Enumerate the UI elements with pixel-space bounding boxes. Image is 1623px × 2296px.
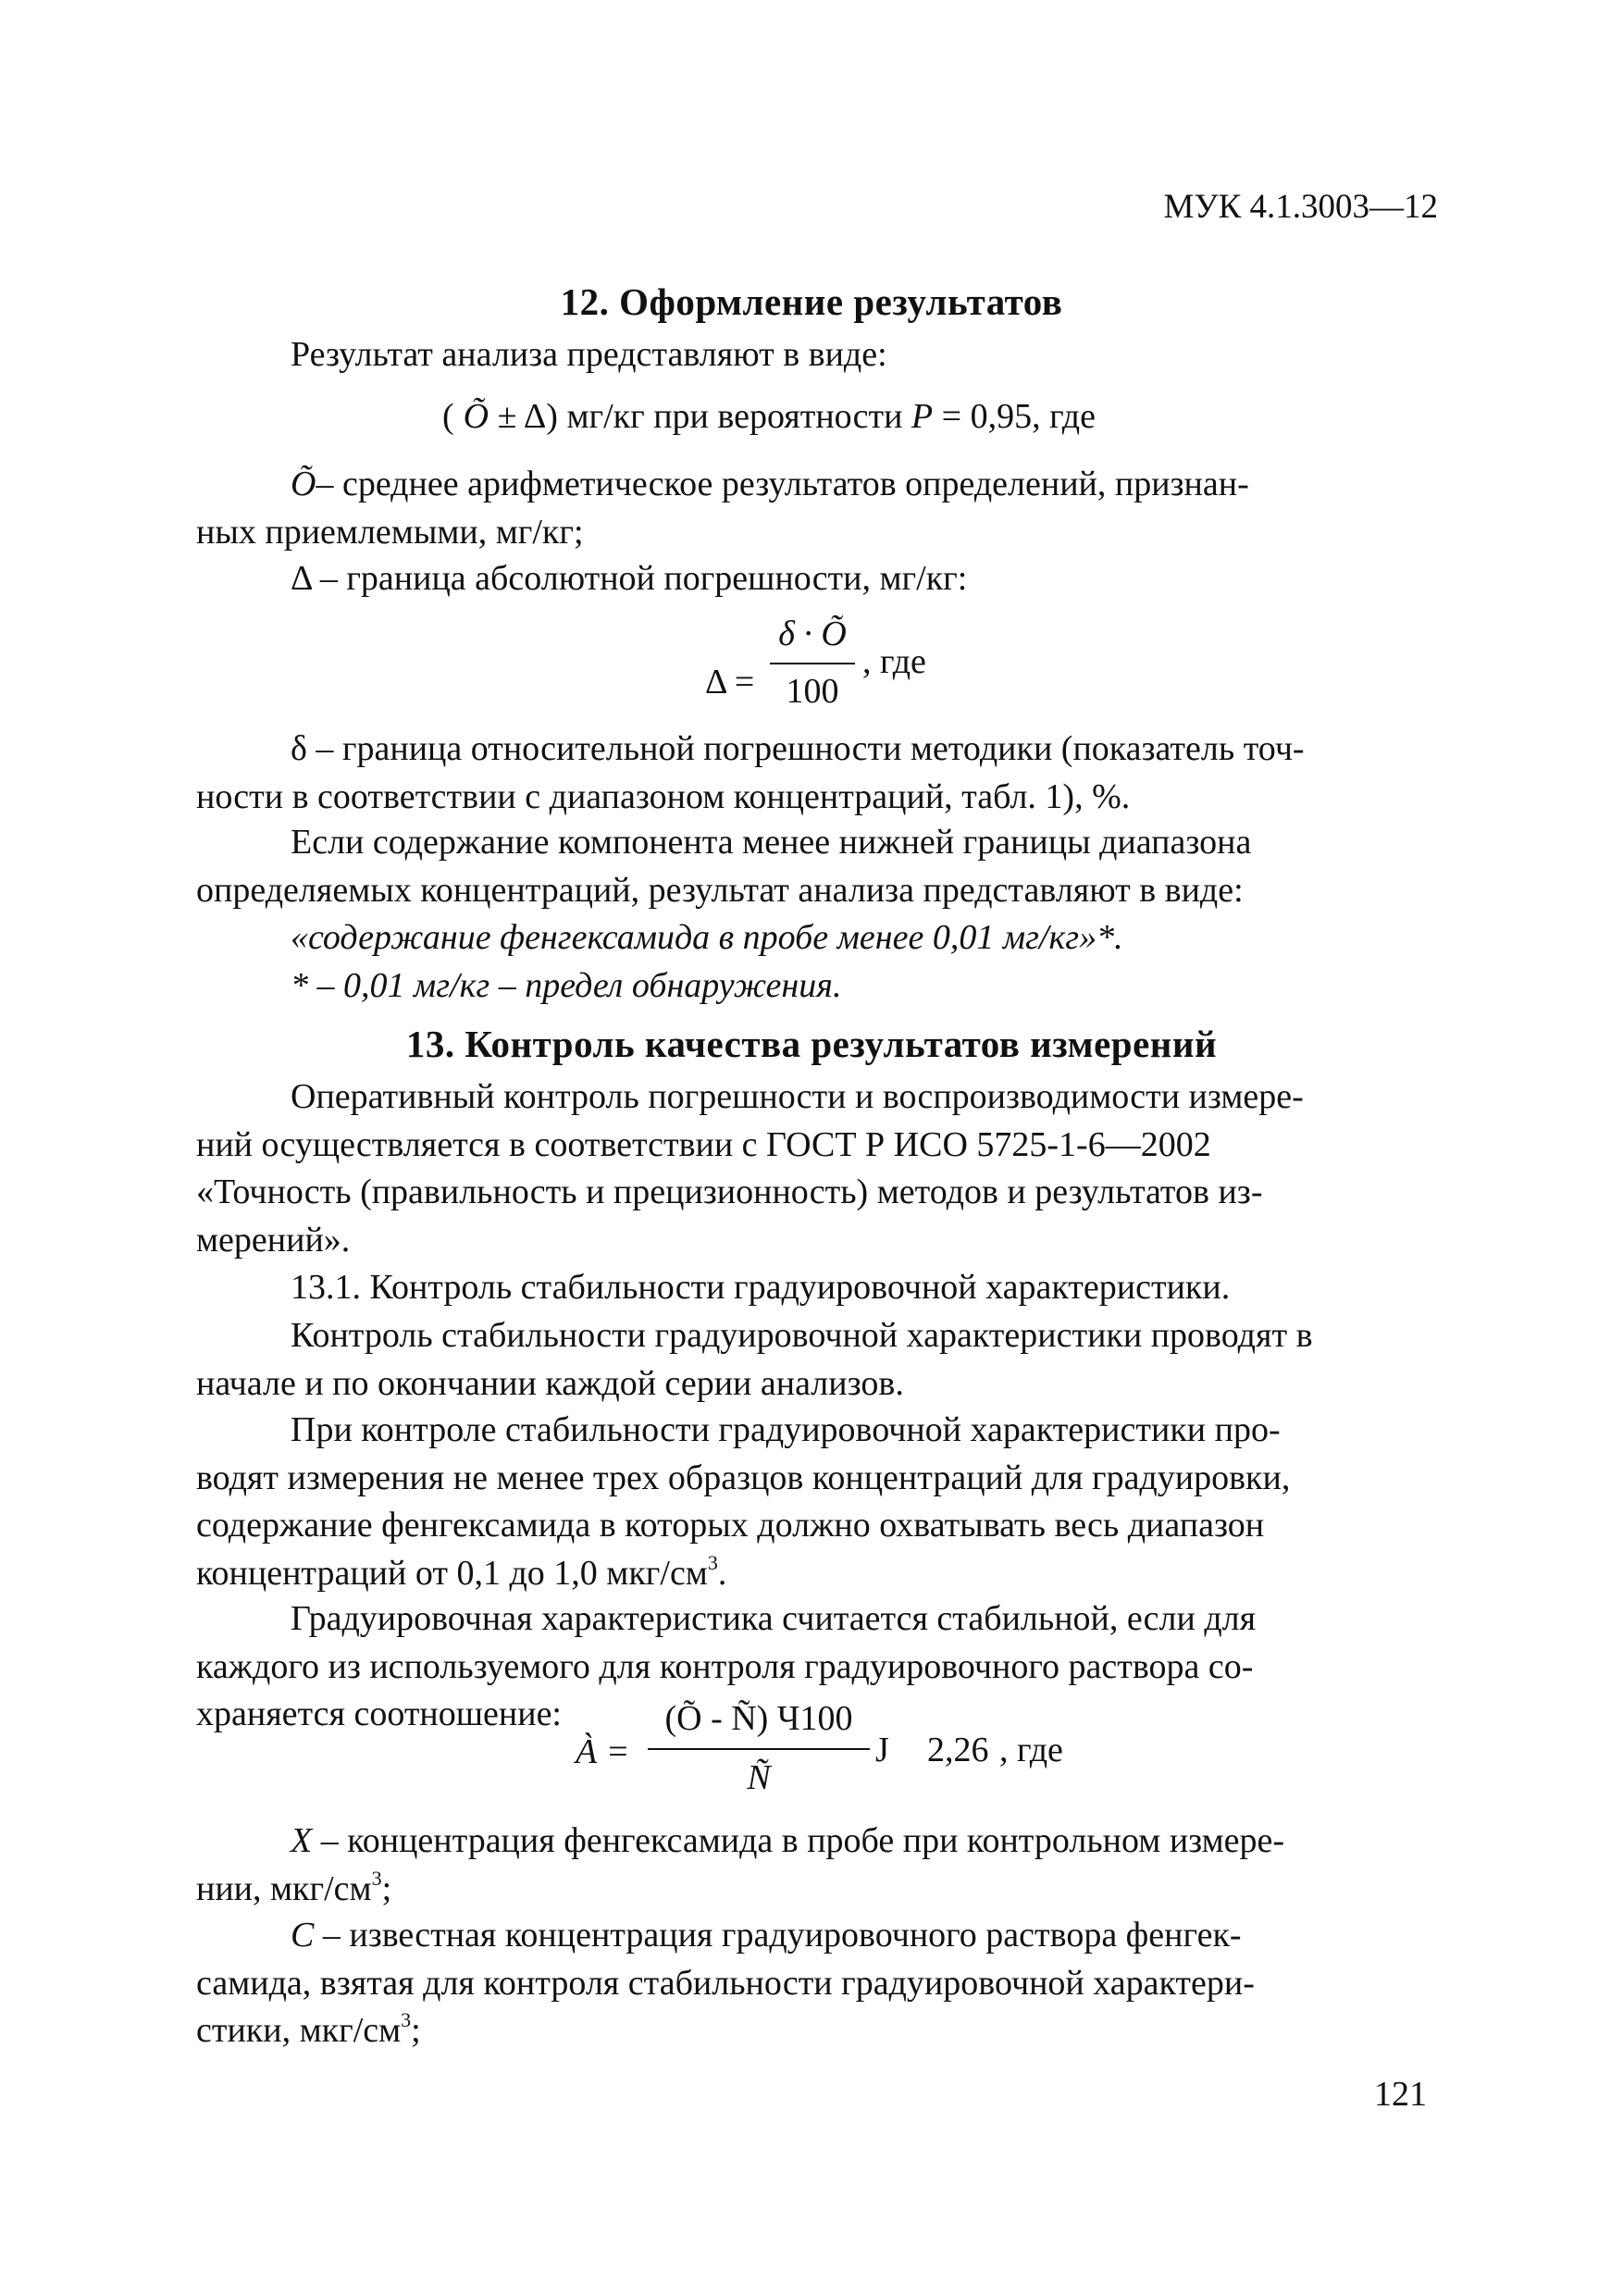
delta-formula-tail: , где <box>862 642 926 681</box>
lower-limit-quote: «содержание фенгексамида в пробе менее 0,01 мг/кг»*. <box>291 918 1123 957</box>
section-13-heading: 13. Контроль качества результатов измерений <box>405 1023 1218 1065</box>
delta-formula-lhs: Δ = <box>705 663 755 701</box>
stability-formula-value: 2,26 <box>927 1731 989 1769</box>
stability-formula-denominator: Ñ <box>747 1758 771 1797</box>
delta-formula-numerator: δ · Õ <box>778 614 847 653</box>
lower-limit-paragraph: Если содержание компонента менее нижней границы диапазона определяемых концентраций, результат анализа представляют в виде: <box>196 823 1252 910</box>
stability-formula-lhs: À = <box>576 1732 630 1771</box>
delta-definition: Δ – граница абсолютной погрешности, мг/кг: <box>291 559 968 598</box>
detection-limit-footnote: * – 0,01 мг/кг – предел обнаружения. <box>291 966 842 1005</box>
relative-error-definition: δ – граница относительной погрешности методики (показатель точ- ности в соответствии с диапазоном концентраций, табл. 1), %. <box>196 729 1305 816</box>
stability-criterion-paragraph: Градуировочная характеристика считается стабильной, если для каждого из используемого для контроля градуировочного раствора со- храняется соотношение: <box>196 1599 1257 1733</box>
stability-formula-numerator: (Õ - Ñ) Ч100 <box>664 1699 853 1738</box>
stability-fraction-bar <box>648 1748 870 1750</box>
operational-control-paragraph: Оперативный контроль погрешности и воспроизводимости измере- ний осуществляется в соответствии с ГОСТ Р ИСО 5725-1-6—2002 «Точность (правильность и прецизионность) методов и результатов из- мерений». <box>196 1077 1304 1260</box>
stability-formula-tail: , где <box>999 1731 1063 1769</box>
calibration-measurements-paragraph: При контроле стабильности градуировочной характеристики про- водят измерения не менее трех образцов концентраций для градуировки, содержание фенгексамида в которых должно охватывать весь диапазон концентраций от 0,1 до 1,0 мкг/$см^3$. <box>196 1410 1291 1593</box>
page-number: 121 <box>1374 2075 1427 2114</box>
x-mean-definition: Õ– среднее арифметическое результатов определений, признан- ных приемлемыми, мг/кг; <box>196 465 1249 552</box>
stability-formula-relation: J <box>875 1731 889 1769</box>
delta-fraction-bar <box>770 663 855 664</box>
delta-formula-denominator: 100 <box>786 672 839 711</box>
result-formula: ( Õ ± Δ) мг/кг при вероятности P = 0,95, где <box>442 397 1096 436</box>
section-12-heading: 12. Оформление результатов <box>560 280 1063 323</box>
c-concentration-definition: C – известная концентрация градуировочного раствора фенгек- самида, взятая для контроля стабильности градуировочной характери- стики, мкг/$см^3$; <box>196 1916 1255 2050</box>
subsection-13-1-title: 13.1. Контроль стабильности градуировочной характеристики. <box>291 1268 1231 1307</box>
document-code: МУК 4.1.3003—12 <box>1163 188 1438 226</box>
result-intro: Результат анализа представляют в виде: <box>291 335 887 374</box>
calibration-control-paragraph: Контроль стабильности градуировочной характеристики проводят в начале и по окончании каждой серии анализов. <box>196 1316 1313 1403</box>
x-concentration-definition: X – концентрация фенгексамида в пробе при контрольном измере- нии, мкг/$см^3$; <box>196 1821 1285 1908</box>
